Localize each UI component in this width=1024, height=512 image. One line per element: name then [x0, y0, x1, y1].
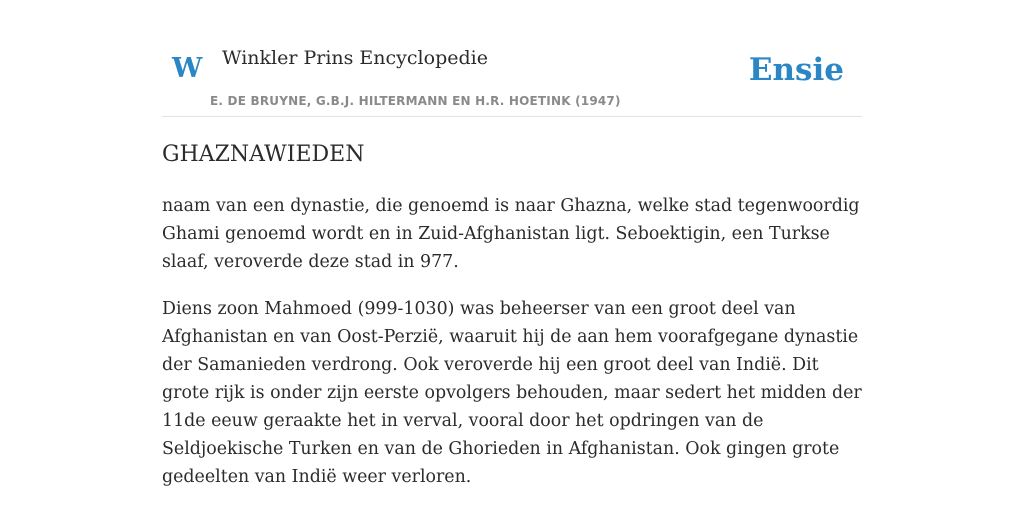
entry-body [162, 192, 862, 510]
entry-paragraph: naam van een dynastie, die genoemd is naar Ghazna, welke stad tegenwoordig Ghami genoemd wordt en in Zuid-Afghanistan ligt. Seboektigin, een Turkse slaaf, veroverde deze stad in 977. [162, 196, 860, 272]
header [162, 0, 862, 117]
winkler-prins-logo[interactable]: W [172, 53, 203, 84]
entry-title: GHAZNAWIEDEN [162, 142, 365, 167]
ensie-brand-logo[interactable]: Ensie [748, 52, 844, 88]
site-title[interactable]: Winkler Prins Encyclopedie [222, 47, 488, 69]
entry-paragraph: Diens zoon Mahmoed (999-1030) was beheerser van een groot deel van Afghanistan en van Oost-Perzië, waaruit hij de aan hem voorafgegane dynastie der Samanieden verdrong. Ook veroverde hij een groot deel van Indië. Dit grote rijk is onder zijn eerste opvolgers behouden, maar sedert het midden der 11de eeuw geraakte het in verval, vooral door het opdringen van de Seldjoekische Turken en van de Ghorieden in Afghanistan. Ook gingen grote gedeelten van Indië weer verloren. [162, 299, 862, 487]
authors-line: E. DE BRUYNE, G.B.J. HILTERMANN EN H.R. HOETINK (1947) [210, 94, 621, 108]
page [162, 0, 862, 512]
